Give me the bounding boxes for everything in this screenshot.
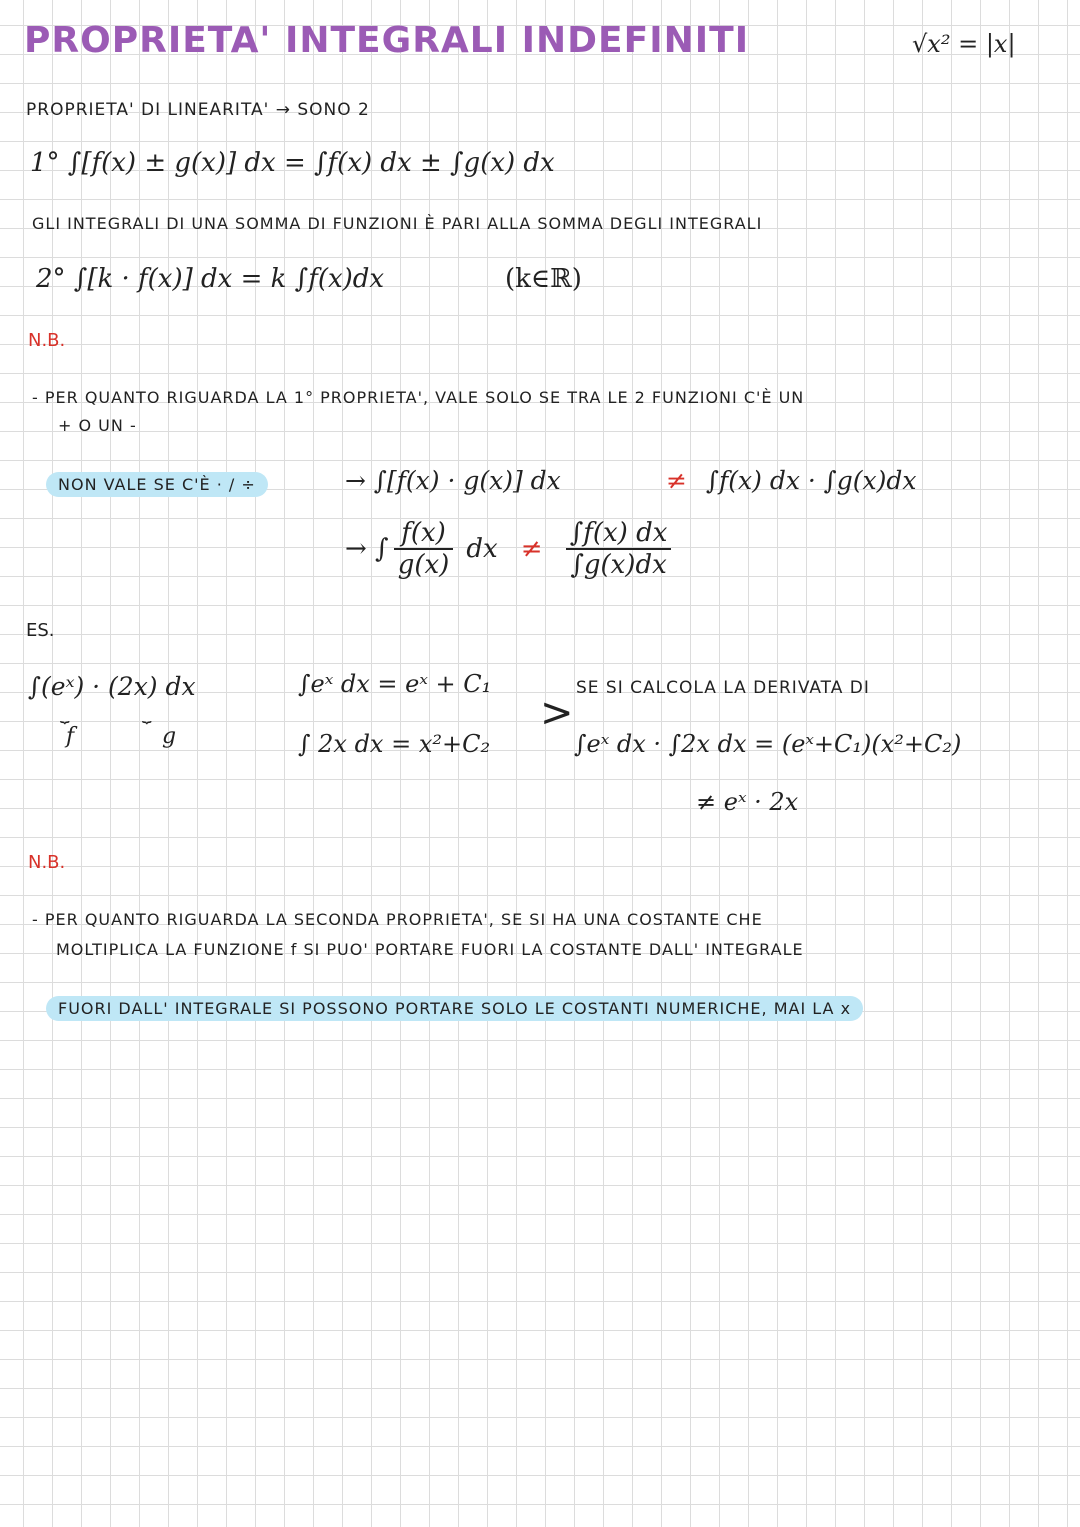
quotient-dx: dx (466, 534, 498, 564)
nb-label-1: N.B. (28, 330, 66, 351)
example-int-2: ∫ 2x dx = x²+C₂ (298, 730, 491, 758)
brace-g: ⏟ (142, 704, 152, 723)
nb1-highlight: NON VALE SE C'È · / ÷ (46, 472, 268, 497)
property-2-formula: 2° ∫[k · f(x)] dx = k ∫f(x)dx (36, 264, 385, 294)
property-2-condition: (k∈ℝ) (505, 264, 582, 294)
nb2-line-1: - PER QUANTO RIGUARDA LA SECONDA PROPRIETA', SE SI HA UNA COSTANTE CHE (32, 910, 763, 929)
nb1-line-1: - PER QUANTO RIGUARDA LA 1° PROPRIETA', VALE SOLO SE TRA LE 2 FUNZIONI C'È UN (32, 388, 805, 407)
nb2-line-2: MOLTIPLICA LA FUNZIONE f SI PUO' PORTARE FUORI LA COSTANTE DALL' INTEGRALE (56, 940, 804, 959)
quotient-rhs-denominator: ∫g(x)dx (570, 550, 667, 580)
property-1-caption: GLI INTEGRALI DI UNA SOMMA DI FUNZIONI È PARI ALLA SOMMA DEGLI INTEGRALI (32, 214, 763, 233)
merge-arrow: > (540, 690, 574, 736)
example-int-1: ∫eˣ dx = eˣ + C₁ (298, 670, 492, 698)
example-integral: ∫(eˣ) · (2x) dx (28, 672, 196, 701)
quotient-neq: ≠ (520, 534, 543, 564)
example-product: ∫eˣ dx · ∫2x dx = (eˣ+C₁)(x²+C₂) (574, 730, 962, 758)
quotient-arrow: → ∫ (345, 534, 389, 564)
quotient-numerator: f(x) (394, 518, 454, 550)
quotient-rhs-fraction (566, 518, 672, 580)
product-rule-neq: ≠ (666, 466, 687, 495)
quotient-rule (345, 518, 671, 580)
property-1-formula: 1° ∫[f(x) ± g(x)] dx = ∫f(x) dx ± ∫g(x) dx (30, 148, 555, 178)
brace-f: ⏟ (60, 704, 70, 723)
brace-f-label: f (66, 724, 75, 749)
example-label: ES. (26, 620, 55, 641)
nb2-highlight: FUORI DALL' INTEGRALE SI POSSONO PORTARE SOLO LE COSTANTI NUMERICHE, MAI LA x (46, 996, 863, 1021)
corner-formula: √x² = |x| (912, 30, 1016, 58)
linearity-heading: PROPRIETA' DI LINEARITA' → SONO 2 (26, 100, 370, 120)
page-title: PROPRIETA' INTEGRALI INDEFINITI (24, 20, 750, 61)
example-note: SE SI CALCOLA LA DERIVATA DI (576, 678, 870, 698)
product-rule-rhs: ∫f(x) dx · ∫g(x)dx (706, 466, 917, 495)
nb-label-2: N.B. (28, 852, 66, 873)
brace-g-label: g (162, 724, 177, 749)
nb1-line-2: + O UN - (58, 416, 137, 435)
product-rule-lhs: → ∫[f(x) · g(x)] dx (345, 466, 561, 495)
quotient-denominator: g(x) (397, 550, 450, 580)
example-result: ≠ eˣ · 2x (696, 788, 799, 816)
quotient-rhs-numerator: ∫f(x) dx (566, 518, 672, 550)
quotient-fraction (394, 518, 454, 580)
